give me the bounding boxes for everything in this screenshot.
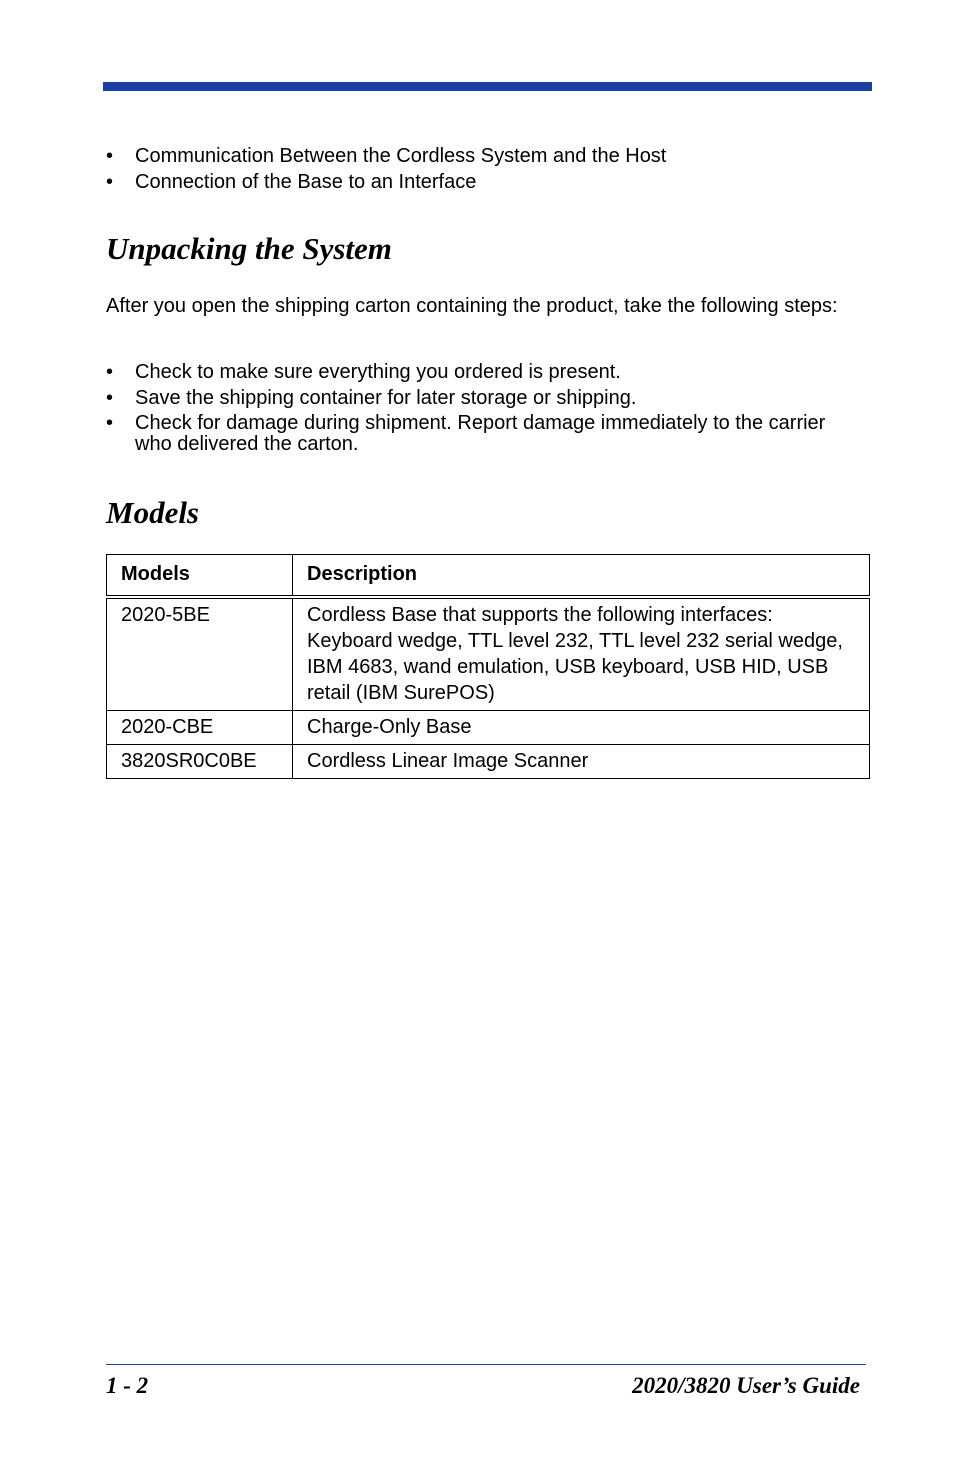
bullet-icon: • bbox=[106, 387, 114, 409]
models-table bbox=[106, 554, 870, 779]
guide-title: 2020/3820 User’s Guide bbox=[632, 1373, 860, 1398]
list-item-text: Check for damage during shipment. Report damage immediately to the carrier who delivered the carton. bbox=[135, 412, 826, 455]
list-item bbox=[106, 413, 866, 455]
page-number: 1 - 2 bbox=[106, 1373, 149, 1398]
list-item-text: Save the shipping container for later storage or shipping. bbox=[135, 387, 637, 409]
bullet-icon: • bbox=[106, 145, 114, 167]
column-header-models: Models bbox=[107, 555, 293, 598]
list-item-text: Communication Between the Cordless System and the Host bbox=[135, 145, 667, 167]
bullet-icon: • bbox=[106, 171, 114, 193]
footer-rule bbox=[106, 1364, 866, 1365]
table-header-row bbox=[107, 555, 870, 598]
header-rule bbox=[103, 82, 872, 91]
section-heading-unpacking: Unpacking the System bbox=[106, 231, 392, 266]
list-item bbox=[106, 387, 866, 409]
section-heading-models: Models bbox=[106, 495, 199, 530]
list-item bbox=[106, 145, 866, 167]
table-row bbox=[107, 711, 870, 745]
unpacking-steps-list bbox=[106, 361, 866, 459]
list-item-text: Check to make sure everything you ordered is present. bbox=[135, 361, 621, 383]
unpacking-paragraph: After you open the shipping carton containing the product, take the following steps: bbox=[106, 295, 838, 317]
bullet-icon: • bbox=[106, 412, 114, 434]
description-cell: Cordless Base that supports the following interfaces: Keyboard wedge, TTL level 232, TTL level 232 serial wedge, IBM 4683, wand emulation, USB keyboard, USB HID, USB retail (IBM SurePOS) bbox=[293, 597, 870, 711]
model-cell: 2020-CBE bbox=[107, 711, 293, 745]
intro-bullet-list bbox=[106, 145, 866, 197]
list-item bbox=[106, 171, 866, 193]
list-item-text: Connection of the Base to an Interface bbox=[135, 171, 477, 193]
list-item bbox=[106, 361, 866, 383]
table-row bbox=[107, 745, 870, 779]
model-cell: 3820SR0C0BE bbox=[107, 745, 293, 779]
model-cell: 2020-5BE bbox=[107, 597, 293, 711]
description-cell: Cordless Linear Image Scanner bbox=[293, 745, 870, 779]
table-row bbox=[107, 597, 870, 711]
description-cell: Charge-Only Base bbox=[293, 711, 870, 745]
bullet-icon: • bbox=[106, 361, 114, 383]
column-header-description: Description bbox=[293, 555, 870, 598]
